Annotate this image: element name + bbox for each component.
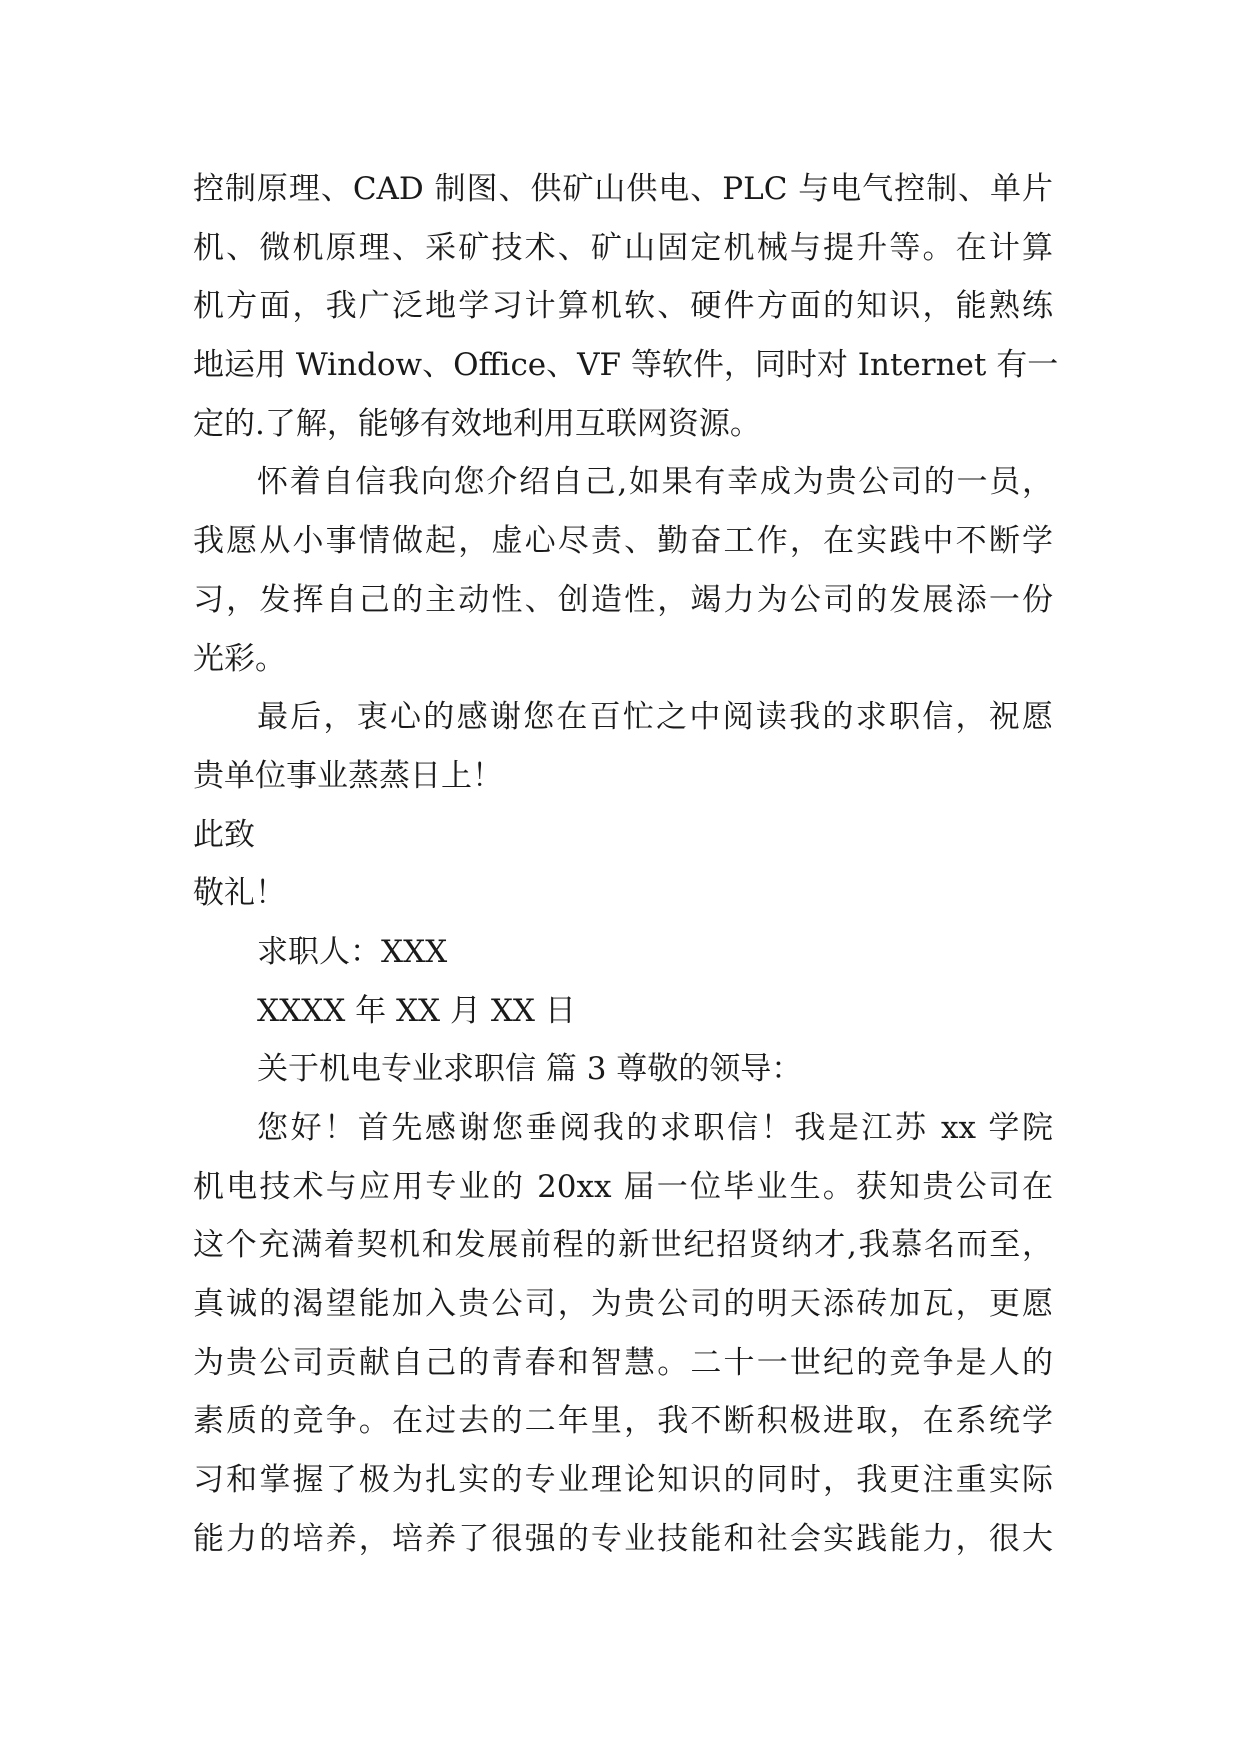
text-line: 我愿从小事情做起，虚心尽责、勤奋工作，在实践中不断学: [193, 523, 1053, 560]
text-line: 机、微机原理、采矿技术、矿山固定机械与提升等。在计算: [193, 229, 1053, 266]
text-line: 习和掌握了极为扎实的专业理论知识的同时，我更注重实际: [193, 1462, 1053, 1499]
text-line: 真诚的渴望能加入贵公司，为贵公司的明天添砖加瓦，更愿: [193, 1286, 1053, 1323]
text-line: 能力的培养，培养了很强的专业技能和社会实践能力，很大: [193, 1520, 1053, 1557]
text-line: 定的.了解，能够有效地利用互联网资源。: [193, 405, 761, 442]
text-line: 机电技术与应用专业的 20xx 届一位毕业生。获知贵公司在: [193, 1168, 1053, 1205]
text-line: 最后，衷心的感谢您在百忙之中阅读我的求职信，祝愿: [257, 699, 1053, 736]
text-line: 求职人：XXX: [257, 933, 448, 970]
text-line: 控制原理、CAD 制图、供矿山供电、PLC 与电气控制、单片: [193, 171, 1053, 207]
text-line: 怀着自信我向您介绍自己,如果有幸成为贵公司的一员，: [257, 464, 1053, 501]
letter-body: [193, 160, 1059, 1569]
text-line: 为贵公司贡献自己的青春和智慧。二十一世纪的竞争是人的: [193, 1344, 1053, 1381]
text-line: 敬礼！: [193, 875, 286, 912]
text-line: 习，发挥自己的主动性、创造性，竭力为公司的发展添一份: [193, 581, 1053, 618]
text-line: 素质的竞争。在过去的二年里，我不断积极进取，在系统学: [193, 1403, 1053, 1440]
text-line: 关于机电专业求职信 篇 3 尊敬的领导：: [257, 1051, 803, 1088]
text-line: 机方面，我广泛地学习计算机软、硬件方面的知识，能熟练: [193, 288, 1053, 325]
text-line: 地运用 Window、Office、VF 等软件，同时对 Internet 有一: [193, 347, 1059, 384]
text-line: 贵单位事业蒸蒸日上！: [193, 757, 503, 794]
text-line: XXXX 年 XX 月 XX 日: [257, 992, 576, 1029]
text-line: 这个充满着契机和发展前程的新世纪招贤纳才,我慕名而至，: [193, 1227, 1053, 1264]
text-line: 您好！首先感谢您垂阅我的求职信！我是江苏 xx 学院: [257, 1110, 1053, 1146]
text-line: 此致: [193, 816, 255, 853]
text-line: 光彩。: [193, 640, 286, 677]
